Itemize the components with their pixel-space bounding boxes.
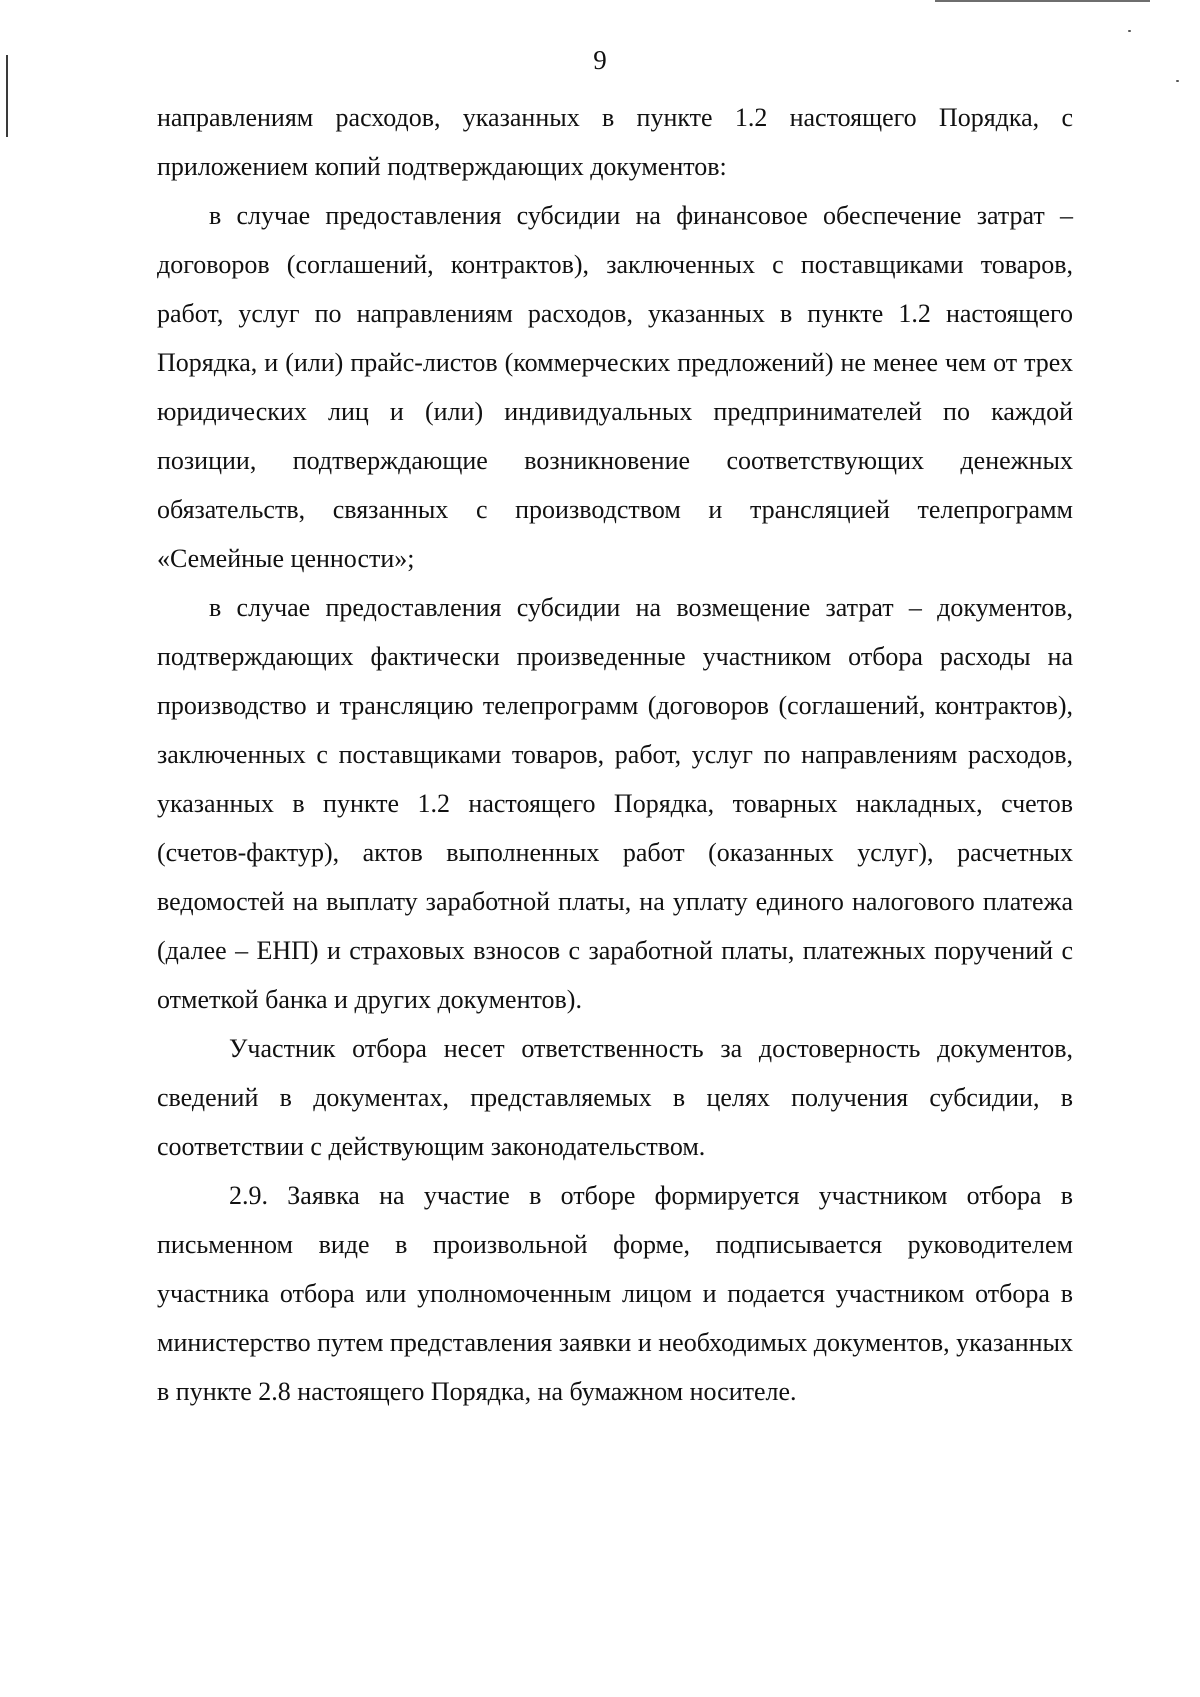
scan-speck — [1128, 30, 1131, 32]
paragraph: в случае предоставления субсидии на возмещение затрат – документов, подтверждающих фактически произведенные участником отбора расходы на производство и трансляцию телепрограмм (договоров (соглашений, контрактов), заключенных с поставщиками товаров, работ, услуг по направлениям расходов, указанных в пункте 1.2 настоящего Порядка, товарных накладных, счетов (счетов-фактур), актов выполненных работ (оказанных услуг), расчетных ведомостей на выплату заработной платы, на уплату единого налогового платежа (далее – ЕНП) и страховых взносов с заработной платы, платежных поручений с отметкой банка и других документов). — [157, 593, 1073, 1014]
paragraph: 2.9. Заявка на участие в отборе формируется участником отбора в письменном виде в произвольной форме, подписывается руководителем участника отбора или уполномоченным лицом и подается участником отбора в министерство путем представления заявки и необходимых документов, указанных в пункте 2.8 настоящего Порядка, на бумажном носителе. — [157, 1181, 1074, 1406]
paragraph: в случае предоставления субсидии на финансовое обеспечение затрат – договоров (соглашений, контрактов), заключенных с поставщиками товаров, работ, услуг по направлениям расходов, указанных в пункте 1.2 настоящего Порядка, и (или) прайс-листов (коммерческих предложений) не менее чем от трех юридических лиц и (или) индивидуальных предпринимателей по каждой позиции, подтверждающие возникновение соответствующих денежных обязательств, связанных с производством и трансляцией телепрограмм «Семейные ценности»; — [157, 201, 1073, 573]
paragraph: Участник отбора несет ответственность за достоверность документов, сведений в документах, представляемых в целях получения субсидии, в соответствии с действующим законодательством. — [157, 1034, 1073, 1161]
paragraph: направлениям расходов, указанных в пункте 1.2 настоящего Порядка, с приложением копий подтверждающих документов: — [157, 103, 1073, 181]
page-number: 9 — [593, 45, 607, 75]
scan-edge-mark — [935, 0, 1150, 2]
document-body — [157, 93, 1073, 1416]
scan-speck — [1176, 80, 1179, 82]
